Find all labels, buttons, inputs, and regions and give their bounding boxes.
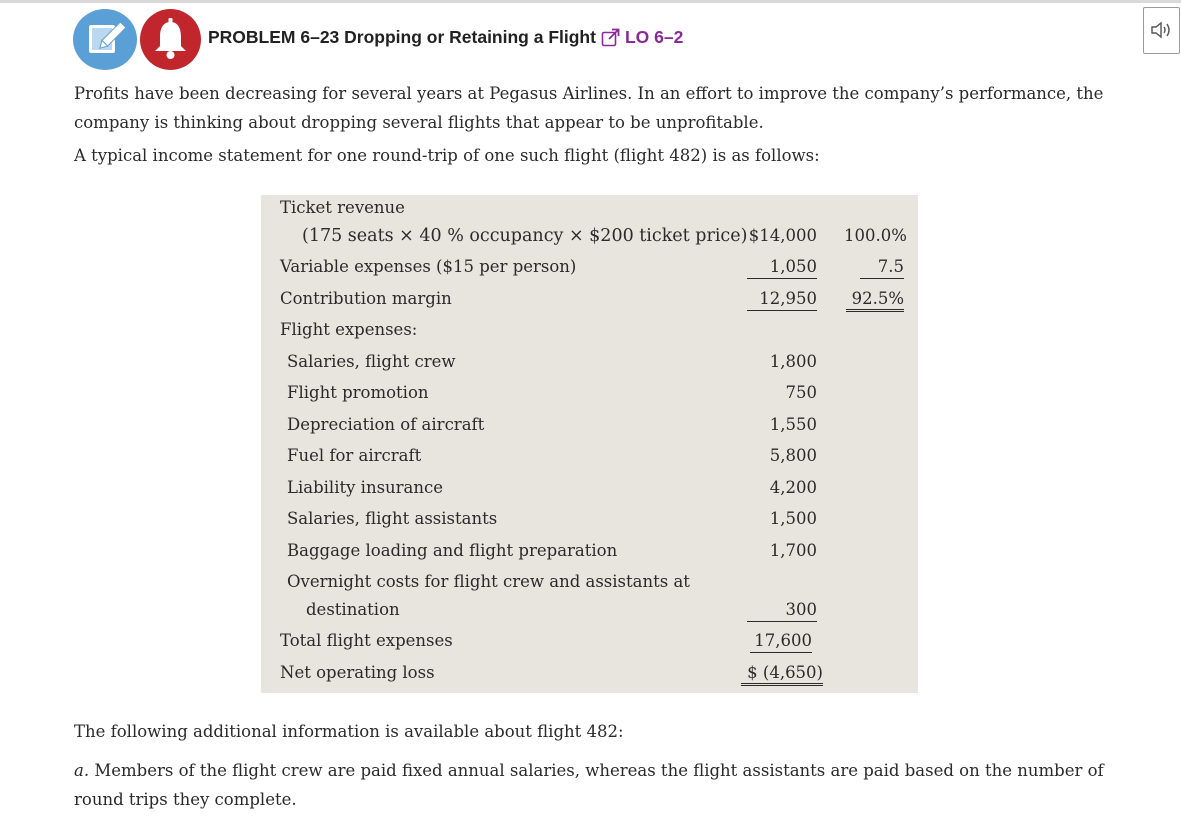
variable-expenses-label: Variable expenses ($15 per person) (280, 257, 577, 276)
expense-label: Salaries, flight crew (287, 352, 456, 371)
alarm-bell-icon (140, 9, 201, 70)
expense-label: Depreciation of aircraft (287, 415, 485, 434)
expense-label: Flight promotion (287, 383, 429, 402)
contribution-margin-row (261, 286, 918, 314)
additional-item-a (74, 756, 1114, 814)
pencil-icon (73, 9, 137, 70)
problem-heading (208, 24, 683, 50)
revenue-detail-row (261, 223, 918, 251)
total-flight-expenses-row (261, 628, 918, 656)
expense-row (261, 506, 918, 534)
expense-amount: 5,800 (769, 446, 817, 465)
additional-info-intro: The following additional information is available about flight 482: (74, 722, 624, 741)
expense-row (261, 380, 918, 408)
net-operating-loss-label: Net operating loss (280, 663, 435, 682)
variable-expenses-percent: 7.5 (860, 257, 904, 279)
problem-title: PROBLEM 6–23 Dropping or Retaining a Flight (208, 26, 596, 47)
statement-intro: A typical income statement for one round-trip of one such flight (flight 482) is as follows: (74, 146, 820, 165)
expense-row (261, 443, 918, 471)
net-operating-loss-amount: $ (4,650) (741, 663, 823, 686)
expense-amount: 1,500 (769, 509, 817, 528)
expense-amount: 1,800 (769, 352, 817, 371)
ticket-revenue-label: Ticket revenue (280, 198, 405, 217)
overnight-costs-row (261, 569, 918, 597)
expense-amount: 750 (785, 383, 817, 402)
expense-row (261, 538, 918, 566)
variable-expenses-row (261, 254, 918, 282)
expense-row (261, 475, 918, 503)
contribution-margin-percent: 92.5% (846, 289, 904, 312)
expense-label: Baggage loading and flight preparation (287, 541, 618, 560)
flight-expenses-heading: Flight expenses: (280, 320, 418, 339)
intro-paragraph: Profits have been decreasing for several years at Pegasus Airlines. In an effort to improve the company’s performance, the company is thinking about dropping several flights that appear to be unprofitable. (74, 84, 1104, 132)
top-divider (0, 0, 1181, 3)
overnight-costs-label: Overnight costs for flight crew and assistants at (287, 572, 690, 591)
item-a-text: Members of the flight crew are paid fixed annual salaries, whereas the flight assistants are paid based on the number of round trips they complete. (74, 761, 1104, 809)
expense-label: Fuel for aircraft (287, 446, 422, 465)
total-flight-expenses-label: Total flight expenses (280, 631, 453, 650)
overnight-costs-row-continued (261, 597, 918, 625)
net-operating-loss-row (261, 660, 918, 688)
expense-label: Salaries, flight assistants (287, 509, 498, 528)
total-flight-expenses-amount: 17,600 (750, 631, 812, 653)
revenue-amount: $14,000 (748, 226, 817, 245)
item-a-label: a. (74, 761, 90, 780)
contribution-margin-label: Contribution margin (280, 289, 452, 308)
learning-objective-link[interactable]: LO 6–2 (624, 26, 684, 47)
expense-amount: 1,550 (769, 415, 817, 434)
expense-label: Liability insurance (287, 478, 444, 497)
expense-amount: 1,700 (769, 541, 817, 560)
revenue-percent: 100.0% (844, 226, 907, 245)
expense-row (261, 349, 918, 377)
flight-expenses-heading-row (261, 317, 918, 345)
overnight-costs-label-continued: destination (306, 600, 400, 619)
expense-row (261, 412, 918, 440)
speaker-icon[interactable] (1143, 7, 1180, 54)
income-statement (261, 195, 918, 693)
expense-amount: 4,200 (769, 478, 817, 497)
external-link-icon[interactable] (601, 28, 620, 47)
overnight-costs-amount: 300 (747, 600, 817, 622)
revenue-detail: (175 seats × 40 % occupancy × $200 ticket price) (302, 226, 748, 246)
contribution-margin-amount: 12,950 (747, 289, 817, 311)
variable-expenses-amount: 1,050 (747, 257, 817, 279)
ticket-revenue-row (261, 195, 918, 223)
